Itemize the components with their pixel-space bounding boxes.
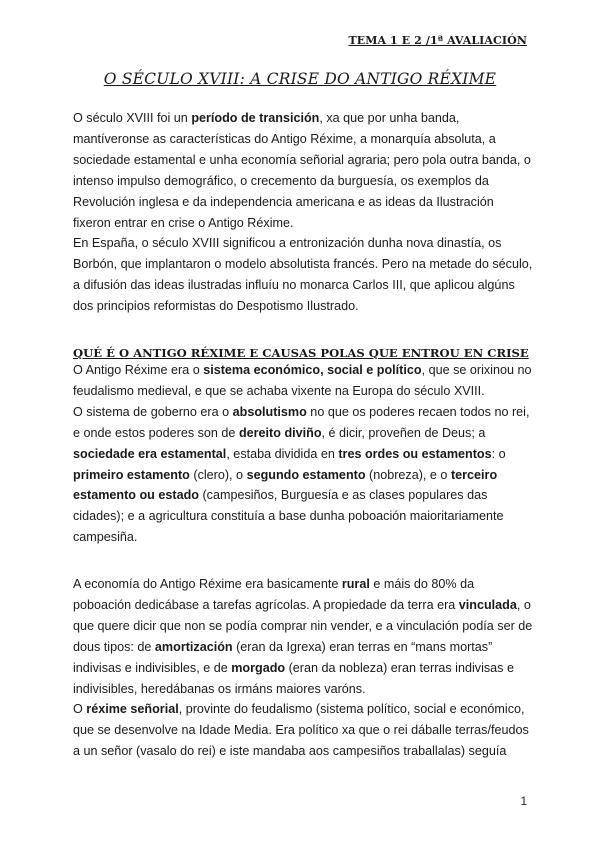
text-run: , estaba dividida en [226,446,339,461]
text-run: (campesiños, Burguesía e as clases populares das cidades); e a agricultura constituía a base dunha poboación maioritariamente campesiña. [73,488,504,545]
section-body [73,360,533,548]
bold-term: sistema económico, social e político [203,363,422,377]
bold-term: primeiro estamento [73,467,190,482]
text-run: , é dicir, proveñen de Deus; a [321,425,486,440]
text-run: , xa que por unha banda, mantíveronse as características do Antigo Réxime, a monarquía absoluta, a sociedade estamental e unha economía señorial agraria; pero pola outra banda, o intenso impulso demográfico, o crecemento da burguesía, os exemplos da Revolución inglesa e da independencia americana e as ideas da Ilustración fixeron entrar en crise o Antigo Réxime. [73,111,531,230]
bold-term: réxime señorial [86,702,179,717]
bold-term: rural [341,577,370,591]
text-run: : o [491,446,506,461]
bold-term: sociedade era estamental [73,446,227,461]
bold-term: morgado [231,660,286,675]
section-paragraph-2 [73,402,533,548]
text-run: O século XVIII foi un [73,111,192,125]
text-run: , provinte do feudalismo (sistema político, social e económico, que se desenvolve na Idade Media. Era político xa que o rei dáballe terras/feudos a un señor (vasalo do rei) e iste mandaba aos campesiños traballalas) seguía [73,702,529,759]
text-run: (nobreza), e o [365,467,451,482]
bold-term: tres ordes ou estamentos [338,446,492,461]
bold-term: absolutismo [232,404,307,419]
text-run: , que se orixinou no feudalismo medieval, e que se achaba vixente na Europa do século XVIII. [73,363,532,398]
text-run: O [73,702,87,717]
section-paragraph-1 [73,360,533,402]
bold-term: amortización [154,639,233,654]
text-run: (eran da Igrexa) eran terras en “mans mortas” indivisas e indivisibles, e de [73,639,493,675]
text-run: O sistema de goberno era o [73,404,233,419]
text-run: no que os poderes recaen todos no rei, e onde estos poderes son de [73,404,530,440]
intro-paragraph-2: En España, o século XVIII significou a entronización dunha nova dinastía, os Borbón, que implantaron o modelo absolutista francés. Pero na metade do século, a difusión das ideas ilustradas influíu no monarca Carlos III, que aplicou algúns dos principios reformistas do Despotismo Ilustrado. [73,236,533,314]
page-header: TEMA 1 E 2 /1ª AVALIACIÓN [348,34,527,47]
section-paragraph-4 [73,699,533,762]
text-run: (eran da nobleza) eran terras indivisas e indivisibles, heredábanas os irmáns maiores varóns. [73,660,514,696]
bold-term: dereito diviño [238,425,322,440]
text-run: e máis do 80% da poboación dedicábase a tarefas agrícolas. A propiedade da terra era [73,577,475,612]
intro-section [73,108,533,317]
section-paragraph-3 [73,574,533,699]
bold-term: segundo estamento [246,467,366,482]
text-run: (clero), o [189,467,247,482]
intro-paragraph-1 [73,108,533,233]
bold-term: vinculada [458,597,517,612]
bold-term: terceiro estamento ou estado [73,467,498,503]
document-title: O SÉCULO XVIII: A CRISE DO ANTIGO RÉXIME [103,70,497,88]
bold-term: período de transición [191,111,320,125]
text-run: A economía do Antigo Réxime era basicamente [73,577,342,591]
economy-section [73,574,533,762]
section-heading: QUÉ É O ANTIGO RÉXIME E CAUSAS POLAS QUE ENTROU EN CRISE [73,346,529,360]
text-run: , o que quere dicir que non se podía comprar nin vender, e a vinculación podía ser de dous tipos: de [73,597,533,654]
text-run: O Antigo Réxime era o [73,363,204,377]
page-number: 1 [520,796,527,808]
